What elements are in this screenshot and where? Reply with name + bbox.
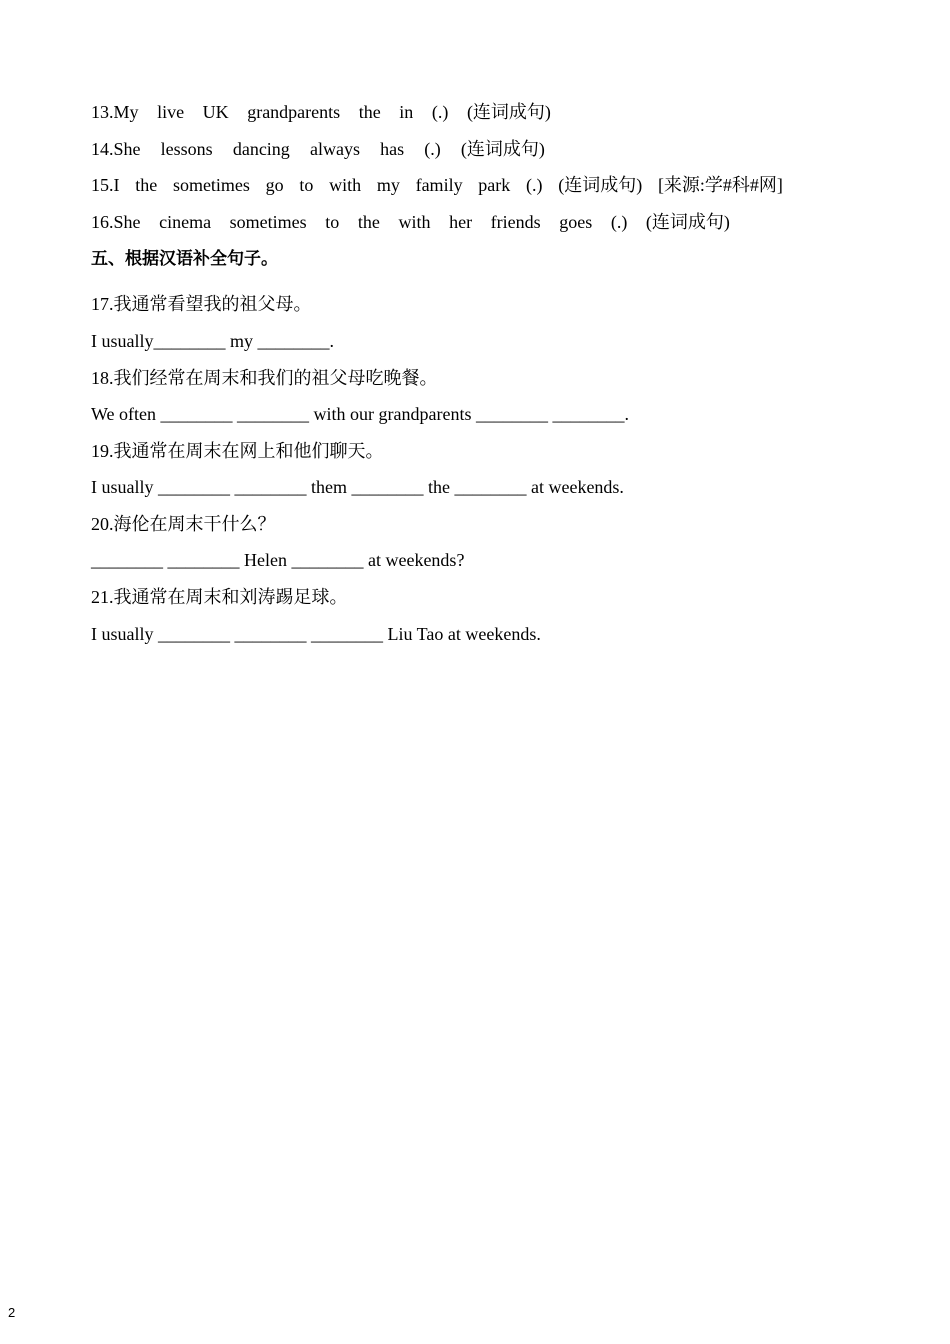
word: her — [449, 212, 473, 232]
question-14 — [91, 137, 545, 161]
word: sometimes — [229, 212, 307, 232]
word: live — [157, 102, 185, 122]
word: 14.She — [91, 139, 141, 159]
word: in — [399, 102, 414, 122]
word: the — [135, 175, 158, 195]
question-16 — [91, 210, 730, 234]
word: grandparents — [247, 102, 341, 122]
word: goes — [559, 212, 593, 232]
word: (.) — [526, 175, 543, 195]
word: (.) — [424, 139, 441, 159]
instruction-hint: (连词成句) — [466, 102, 551, 122]
word: sometimes — [172, 175, 250, 195]
word: has — [380, 139, 405, 159]
instruction-hint: (连词成句) — [645, 212, 730, 232]
word: 13.My — [91, 102, 139, 122]
word: the — [357, 212, 380, 232]
question-15 — [91, 173, 783, 197]
word: with — [329, 175, 362, 195]
question-17-english: I usually________ my ________. — [91, 331, 334, 351]
word: with — [398, 212, 431, 232]
word: the — [358, 102, 381, 122]
word: UK — [202, 102, 229, 122]
word: family — [415, 175, 463, 195]
question-21-chinese: 21.我通常在周末和刘涛踢足球。 — [91, 587, 348, 607]
question-19-chinese: 19.我通常在周末在网上和他们聊天。 — [91, 441, 384, 461]
question-19-english: I usually ________ ________ them ________ the ________ at weekends. — [91, 477, 624, 497]
word: (.) — [431, 102, 449, 122]
word: cinema — [159, 212, 212, 232]
question-21-english: I usually ________ ________ ________ Liu Tao at weekends. — [91, 624, 541, 644]
word: park — [478, 175, 511, 195]
question-13 — [91, 100, 551, 124]
question-18-chinese: 18.我们经常在周末和我们的祖父母吃晚餐。 — [91, 368, 438, 388]
word: dancing — [232, 139, 290, 159]
word: to — [325, 212, 340, 232]
word: go — [265, 175, 284, 195]
section-heading: 五、根据汉语补全句子。 — [91, 249, 278, 269]
question-18-english: We often ________ ________ with our grandparents ________ ________. — [91, 404, 629, 424]
question-17-chinese: 17.我通常看望我的祖父母。 — [91, 294, 312, 314]
word: (.) — [610, 212, 628, 232]
word: 15.I — [91, 175, 120, 195]
word: always — [309, 139, 360, 159]
word: to — [299, 175, 314, 195]
instruction-hint: (连词成句) — [460, 139, 545, 159]
instruction-hint: (连词成句) — [558, 175, 643, 195]
question-20-english: ________ ________ Helen ________ at weekends? — [91, 550, 465, 570]
source-note: [来源:学#科#网] — [657, 175, 783, 195]
word: lessons — [160, 139, 213, 159]
page-number: 2 — [8, 1305, 16, 1320]
word: friends — [490, 212, 541, 232]
word: 16.She — [91, 212, 141, 232]
word: my — [376, 175, 400, 195]
question-20-chinese: 20.海伦在周末干什么？ — [91, 514, 276, 534]
